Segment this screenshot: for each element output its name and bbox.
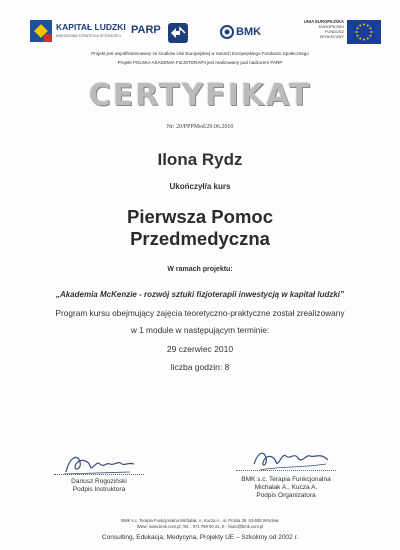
kapital-ludzki-flag-icon	[30, 20, 52, 42]
eu-sub2: FUNDUSZ SPOŁECZNY	[319, 29, 344, 39]
course-name-line2: Przedmedyczna	[130, 228, 270, 249]
bmk-logo	[220, 22, 290, 44]
course-name-line1: Pierwsza Pomoc	[126, 206, 273, 227]
within-project-label: W ramach projektu:	[167, 266, 233, 273]
organizer-line2: Michalak A., Kucza A.	[254, 484, 318, 491]
program-description-line1: Program kursu obejmujący zajęcia teoretyczno-praktyczne został zrealizowany	[55, 308, 345, 318]
course-date: 29 czerwiec 2010	[166, 344, 234, 354]
bmk-circle-icon	[220, 25, 234, 39]
organizer-signature-line	[236, 470, 336, 471]
eu-sub1: EUROPEJSKI	[318, 24, 344, 29]
eu-logo-text	[300, 19, 344, 39]
instructor-role: Podpis Instruktora	[72, 486, 126, 493]
eu-logo	[300, 16, 384, 48]
instructor-caption	[34, 478, 164, 494]
kapital-ludzki-subtitle: NARODOWA STRATEGIA SPÓJNOŚCI	[56, 34, 122, 38]
certificate-title: CERTYFIKAT	[88, 78, 312, 113]
bmk-text: BMK	[236, 26, 262, 38]
kapital-ludzki-logo	[30, 18, 126, 48]
footer-contact: Www: www.bmk.com.pl, Tel. : 071 799 00 41, E - biuro@bmk.com.pl	[136, 524, 264, 529]
instructor-signature-line	[54, 474, 144, 475]
eu-flag-icon	[347, 20, 381, 44]
organizer-line1: BMK s.c. Terapia Funkcjonalna	[241, 476, 331, 483]
footer-tagline: Consulting, Edukacja, Medycyna, Projekty UE – Szkolimy od 2002 r.	[101, 534, 299, 541]
eu-title: UNIA EUROPEJSKA	[303, 19, 344, 24]
recipient-name: Ilona Rydz	[157, 150, 243, 169]
course-hours: liczba godzin: 8	[170, 362, 230, 372]
kapital-ludzki-name: KAPITAŁ LUDZKI	[56, 22, 126, 32]
instructor-name: Dariusz Rogoziński	[71, 478, 127, 485]
certificate-number: Nr: 20/PPPMed/29.06.2010	[166, 124, 234, 130]
parp-logo	[131, 22, 191, 44]
parp-arrows-icon	[167, 22, 189, 44]
organizer-caption	[221, 476, 351, 500]
project-supervision-note: Projekt POLSKA AKADEMIA FIZJOTERAPII jest realizowany pod nadzorem PARP	[117, 60, 283, 65]
program-description-line2: w 1 module w następującym terminie:	[130, 325, 270, 335]
organizer-role: Podpis Organizatora	[256, 492, 316, 499]
project-name: „Akademia McKenzie - rozwój sztuki fizjoterapii inwestycją w kapitał ludzki”	[55, 290, 345, 299]
footer-address: BMK s.c. Terapia Funkcjonalna Michalak. A, Kucza A., ul. Prosta 36, 53-508 Wrocław	[121, 518, 279, 523]
parp-text: PARP	[131, 24, 161, 36]
project-cofinancing-note: Projekt jest współfinansowany ze środków Unii Europejskiej w ramach Europejskiego Funduszu Społecznego	[91, 51, 309, 56]
completed-label: Ukończył/a kurs	[169, 182, 231, 191]
